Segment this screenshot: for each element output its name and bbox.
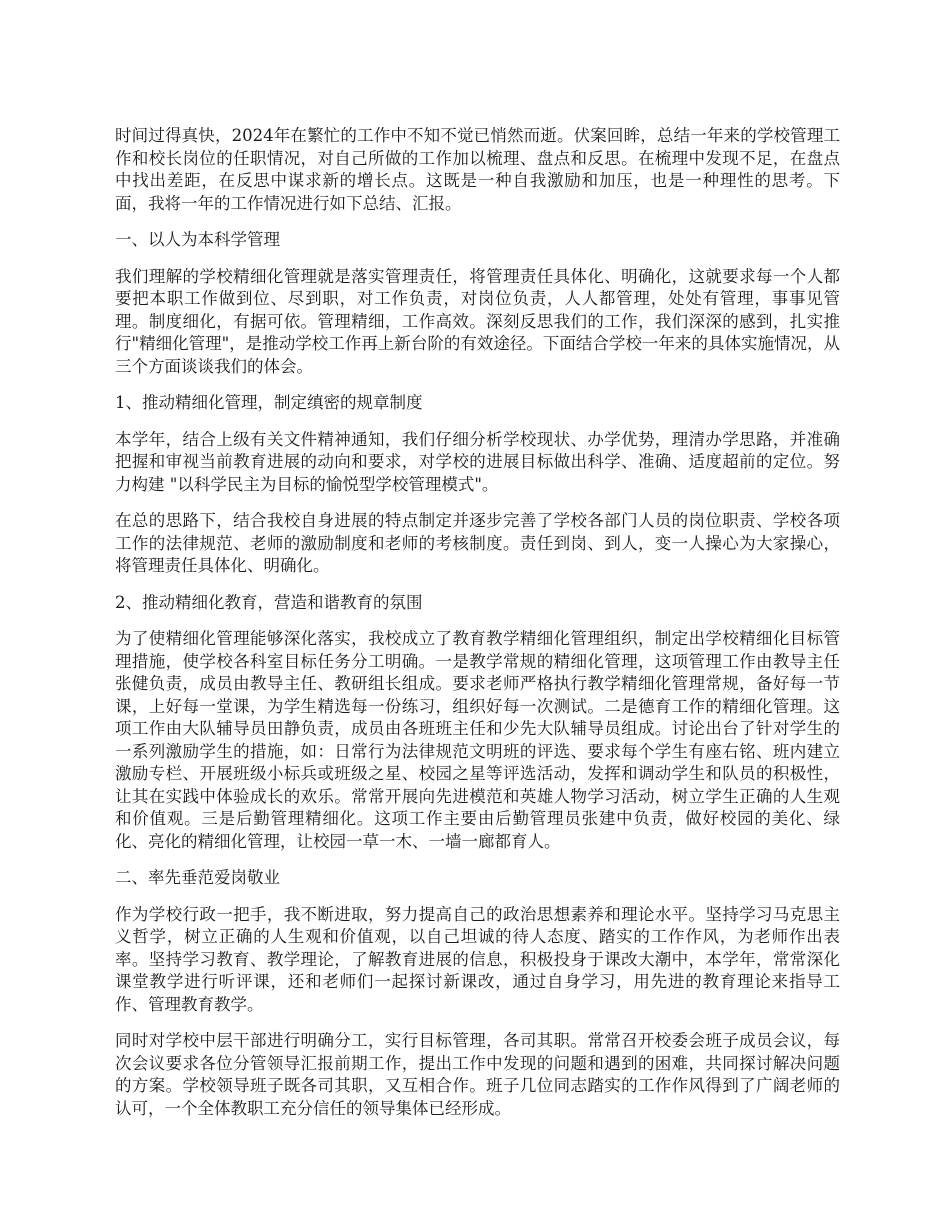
section-heading-1: 一、以人为本科学管理 xyxy=(115,230,280,249)
document-page xyxy=(115,125,840,1134)
section-2-paragraph-1: 作为学校行政一把手，我不断进取，努力提高自己的政治思想素养和理论水平。坚持学习马克思主义哲学，树立正确的人生观和价值观，以自己坦诚的待人态度、踏实的工作作风，为老师作出表率。坚持学习教育、教学理论，了解教育进展的信息，积极投身于课改大潮中，本学年，常常深化课堂教学进行听评课，还和老师们一起探讨新课改，通过自身学习，用先进的教育理论来指导工作、管理教育教学。 xyxy=(115,904,840,1014)
section-heading-2: 二、率先垂范爱岗敬业 xyxy=(115,868,280,887)
intro-paragraph: 时间过得真快，2024年在繁忙的工作中不知不觉已悄然而逝。伏案回眸，总结一年来的学校管理工作和校长岗位的任职情况，对自己所做的工作加以梳理、盘点和反思。在梳理中发现不足，在盘点中找出差距，在反思中谋求新的增长点。这既是一种自我激励和加压，也是一种理性的思考。下面，我将一年的工作情况进行如下总结、汇报。 xyxy=(115,126,840,213)
section-1-paragraph: 我们理解的学校精细化管理就是落实管理责任，将管理责任具体化、明确化，这就要求每一个人都要把本职工作做到位、尽到职，对工作负责，对岗位负责，人人都管理，处处有管理，事事见管理。制度细化，有据可依。管理精细，工作高效。深刻反思我们的工作，我们深深的感到，扎实推行"精细化管理"，是推动学校工作再上新台阶的有效途径。下面结合学校一年来的具体实施情况，从三个方面谈谈我们的体会。 xyxy=(115,266,840,376)
subsection-heading-1: 1、推动精细化管理，制定缜密的规章制度 xyxy=(115,393,423,412)
subsection-heading-2: 2、推动精细化教育，营造和谐教育的氛围 xyxy=(115,592,423,612)
subsection-1-paragraph-2: 在总的思路下，结合我校自身进展的特点制定并逐步完善了学校各部门人员的岗位职责、学校各项工作的法律规范、老师的激励制度和老师的考核制度。责任到岗、到人，变一人操心为大家操心，将管理责任具体化、明确化。 xyxy=(115,511,840,575)
subsection-2-paragraph: 为了使精细化管理能够深化落实，我校成立了教育教学精细化管理组织，制定出学校精细化目标管理措施，使学校各科室目标任务分工明确。一是教学常规的精细化管理，这项管理工作由教导主任张健负责，成员由教导主任、教研组长组成。要求老师严格执行教学精细化管理常规，备好每一节课，上好每一堂课，为学生精选每一份练习，组织好每一次测试。二是德育工作的精细化管理。这项工作由大队辅导员田静负责，成员由各班班主任和少先大队辅导员组成。讨论出台了针对学生的一系列激励学生的措施，如：日常行为法律规范文明班的评选、要求每个学生有座右铭、班内建立激励专栏、开展班级小标兵或班级之星、校园之星等评选活动，发挥和调动学生和队员的积极性，让其在实践中体验成长的欢乐。常常开展向先进模范和英雄人物学习活动，树立学生正确的人生观和价值观。三是后勤管理精细化。这项工作主要由后勤管理员张建中负责，做好校园的美化、绿化、亮化的精细化管理，让校园一草一木、一墙一廊都育人。 xyxy=(115,629,840,851)
subsection-1-paragraph-1: 本学年，结合上级有关文件精神通知，我们仔细分析学校现状、办学优势，理清办学思路，并准确把握和审视当前教育进展的动向和要求，对学校的进展目标做出科学、准确、适度超前的定位。努力构建 "以科学民主为目标的愉悦型学校管理模式"。 xyxy=(115,429,840,494)
section-2-paragraph-2: 同时对学校中层干部进行明确分工，实行目标管理，各司其职。常常召开校委会班子成员会议，每次会议要求各位分管领导汇报前期工作，提出工作中发现的问题和遇到的困难，共同探讨解决问题的方案。学校领导班子既各司其职，又互相合作。班子几位同志踏实的工作作风得到了广阔老师的认可，一个全体教职工充分信任的领导集体已经形成。 xyxy=(115,1031,840,1118)
